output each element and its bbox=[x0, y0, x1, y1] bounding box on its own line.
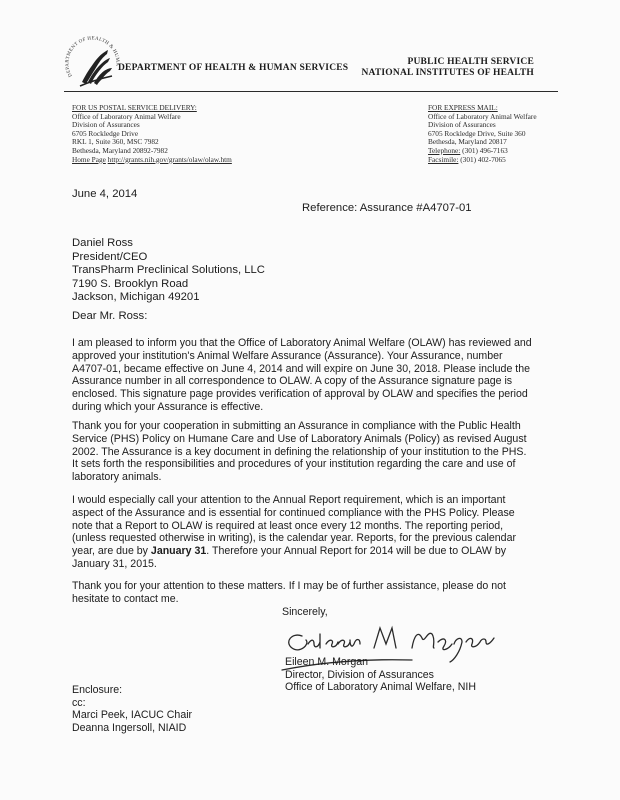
paragraph-line: January 31, 2015. bbox=[72, 557, 157, 570]
paragraph-line: note that a Report to OLAW is required at least once every 12 months. The reporting period, bbox=[72, 519, 504, 532]
agency-name bbox=[361, 57, 534, 79]
facsimile-number: (301) 402-7065 bbox=[460, 154, 506, 164]
home-page-line bbox=[72, 156, 232, 165]
paragraph-annual-report bbox=[72, 494, 558, 571]
recipient-address bbox=[72, 237, 265, 305]
recipient-line: Jackson, Michigan 49201 bbox=[72, 291, 200, 303]
recipient-line: Daniel Ross bbox=[72, 237, 133, 249]
postal-line: Office of Laboratory Animal Welfare bbox=[72, 111, 181, 121]
seal-text: DEPARTMENT OF HEALTH & HUMA bbox=[65, 36, 120, 78]
telephone-label: Telephone: bbox=[428, 145, 461, 155]
paragraph-line: Thank you for your cooperation in submitting an Assurance in compliance with the Public Health bbox=[72, 420, 521, 432]
recipient-line: 7190 S. Brooklyn Road bbox=[72, 277, 189, 290]
closing: Sincerely, bbox=[282, 606, 328, 618]
express-line: Bethesda, Maryland 20817 bbox=[428, 137, 507, 147]
reference-line: Reference: Assurance #A4707-01 bbox=[302, 202, 472, 214]
department-name: DEPARTMENT OF HEALTH & HUMAN SERVICES bbox=[118, 63, 349, 73]
paragraph-approval bbox=[72, 337, 558, 414]
hhs-seal-logo bbox=[60, 36, 126, 94]
cc-recipient: Deanna Ingersoll, NIAID bbox=[72, 721, 187, 734]
deadline-post: . Therefore your Annual Report for 2014 will be due to OLAW by bbox=[206, 545, 507, 558]
paragraph-cooperation bbox=[72, 420, 558, 484]
paragraph-line: laboratory animals. bbox=[72, 471, 162, 484]
agency-line-2: NATIONAL INSTITUTES OF HEALTH bbox=[361, 68, 534, 78]
paragraph-line: approved your institution's Animal Welfare Assurance (Assurance). Your Assurance, number bbox=[72, 349, 503, 362]
home-page-label: Home Page bbox=[72, 154, 106, 164]
deadline-pre: year, are due by bbox=[72, 545, 151, 558]
paragraph-line: Assurance number in all correspondence to OLAW. A copy of the Assurance signature page is bbox=[72, 375, 513, 388]
letter-date: June 4, 2014 bbox=[72, 188, 138, 200]
header-rule bbox=[64, 91, 558, 92]
paragraph-line: 2002. The Assurance is a key document in defining the relationship of your institution to the PHS. bbox=[72, 445, 527, 458]
paragraph-line: enclosed. This signature page provides verification of approval by OLAW and specifies the period bbox=[72, 388, 528, 401]
paragraph-line: Thank you for your attention to these matters. If I may be of further assistance, please do not bbox=[72, 580, 506, 592]
enclosure-label: Enclosure: bbox=[72, 684, 123, 696]
paragraph-line: A4707-01, became effective on June 4, 2014 and will expire on June 30, 2018. Please include the bbox=[72, 362, 531, 375]
paragraph-line: I would especially call your attention to the Annual Report requirement, which is an important bbox=[72, 494, 506, 506]
agency-line-1: PUBLIC HEALTH SERVICE bbox=[407, 57, 534, 67]
telephone-number: (301) 496-7163 bbox=[462, 145, 508, 155]
paragraph-closing bbox=[72, 580, 558, 606]
paragraph-line bbox=[72, 545, 558, 558]
cc-label: cc: bbox=[72, 696, 86, 709]
paragraph-line: I am pleased to inform you that the Office of Laboratory Animal Welfare (OLAW) has reviewed and bbox=[72, 337, 532, 349]
express-line: Office of Laboratory Animal Welfare bbox=[428, 111, 537, 121]
paragraph-line: hesitate to contact me. bbox=[72, 592, 179, 605]
postal-address bbox=[72, 104, 232, 164]
signer-name: Eileen M. Morgan bbox=[285, 656, 369, 668]
signer-block bbox=[285, 656, 476, 694]
deadline-date: January 31 bbox=[150, 545, 207, 558]
salutation: Dear Mr. Ross: bbox=[72, 310, 148, 322]
recipient-line: President/CEO bbox=[72, 250, 148, 263]
paragraph-line: (unless requested otherwise in writing), is the calendar year. Reports, for the previous calendar bbox=[72, 532, 516, 545]
express-line: Division of Assurances bbox=[428, 120, 496, 130]
signer-office: Office of Laboratory Animal Welfare, NIH bbox=[285, 681, 476, 694]
postal-label: FOR US POSTAL SERVICE DELIVERY: bbox=[72, 103, 197, 112]
postal-line: 6705 Rockledge Drive bbox=[72, 128, 139, 138]
postal-line: Bethesda, Maryland 20892-7982 bbox=[72, 145, 168, 155]
paragraph-line: during which your Assurance is effective. bbox=[72, 400, 264, 413]
facsimile-label: Facsimile: bbox=[428, 154, 459, 164]
postal-line: Division of Assurances bbox=[72, 120, 140, 130]
paragraph-line: aspect of the Assurance and is essential for continued compliance with the PHS Policy. Please bbox=[72, 506, 515, 519]
signer-title: Director, Division of Assurances bbox=[285, 668, 434, 681]
express-address bbox=[428, 104, 537, 164]
postal-line: RKL 1, Suite 360, MSC 7982 bbox=[72, 137, 159, 147]
facsimile-line bbox=[428, 156, 537, 165]
recipient-line: TransPharm Preclinical Solutions, LLC bbox=[72, 264, 265, 276]
paragraph-line: Service (PHS) Policy on Humane Care and Use of Laboratory Animals (Policy) as revised August bbox=[72, 432, 527, 445]
express-line: 6705 Rockledge Drive, Suite 360 bbox=[428, 128, 526, 138]
paragraph-line: It sets forth the responsibilities and procedures of your institution regarding the care and use of bbox=[72, 458, 516, 471]
express-label: FOR EXPRESS MAIL: bbox=[428, 103, 498, 112]
cc-recipient: Marci Peek, IACUC Chair bbox=[72, 709, 193, 722]
home-page-link[interactable]: http://grants.nih.gov/grants/olaw/olaw.htm bbox=[107, 154, 232, 164]
enclosure-block bbox=[72, 684, 192, 734]
